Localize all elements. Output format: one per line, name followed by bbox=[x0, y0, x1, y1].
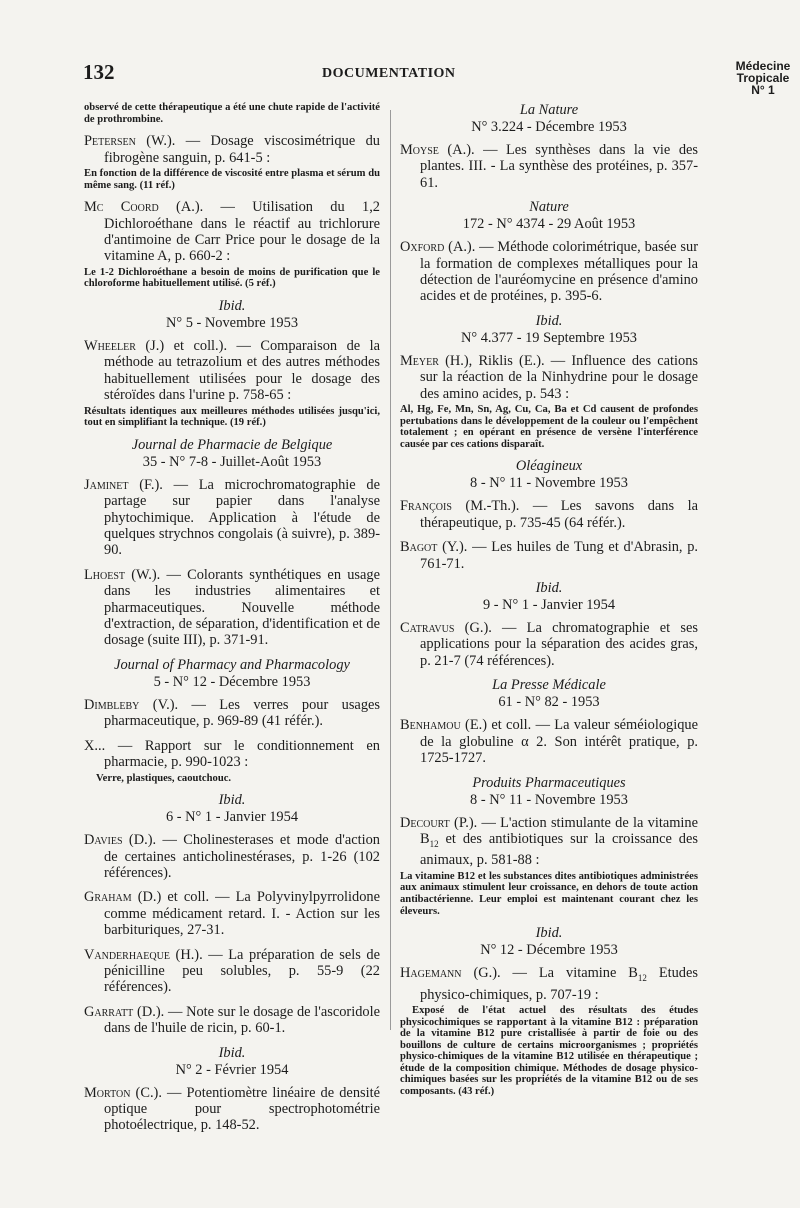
source-title: La Nature bbox=[519, 102, 579, 118]
bibliography-entry bbox=[400, 620, 698, 669]
entry-author: Wheeler bbox=[84, 338, 136, 354]
source-issue: 5 - N° 12 - Décembre 1953 bbox=[153, 673, 311, 690]
bibliography-entry bbox=[84, 133, 380, 191]
page-number: 132 bbox=[83, 60, 115, 84]
source-issue: N° 12 - Décembre 1953 bbox=[480, 942, 618, 959]
entry-author: Bagot bbox=[400, 539, 438, 556]
entry-text: (D.). — Cholinesterases et mode d'action de certaines anticholinestérases, p. 1-26 (102 références). bbox=[104, 832, 380, 881]
bibliography-entry bbox=[400, 498, 698, 531]
entry-text: (W.). — Dosage viscosimétrique du fibrogène sanguin, p. 641-5 : bbox=[104, 133, 380, 166]
entry-author: Meyer bbox=[400, 352, 439, 369]
entry-author: Hagemann bbox=[400, 965, 462, 982]
bibliography-entry bbox=[400, 717, 698, 766]
column-divider bbox=[390, 110, 391, 1030]
entry-author: Decourt bbox=[400, 814, 450, 831]
running-title: DOCUMENTATION bbox=[322, 66, 456, 81]
entry-text: (H.). — La préparation de sels de pénicilline peu solubles, p. 55-9 (22 références). bbox=[104, 946, 380, 996]
source-issue: 35 - N° 7-8 - Juillet-Août 1953 bbox=[142, 453, 322, 470]
entry-text: (D.). — Note sur le dosage de l'ascoridole dans de l'huile de ricin, p. 60-1. bbox=[104, 1003, 380, 1037]
entry-author: Graham bbox=[84, 889, 132, 906]
source-issue: N° 3.224 - Décembre 1953 bbox=[471, 119, 627, 135]
bibliography-entry bbox=[84, 947, 380, 996]
subscript: 12 bbox=[429, 838, 439, 849]
entry-text: (E.) et coll. — La valeur séméiologique de la globuline α 2. Son intérêt pratique, p. 1725-1727. bbox=[420, 717, 698, 767]
source-title: Journal de Pharmacie de Belgique bbox=[131, 436, 333, 453]
source-issue: N° 2 - Février 1954 bbox=[175, 1061, 289, 1078]
source-title: Nature bbox=[529, 199, 569, 216]
entry-author: Davies bbox=[84, 832, 123, 849]
entry-text: (D.) et coll. — La Polyvinylpyrrolidone comme médicament retard. I. - Action sur les barbituriques, 27-31. bbox=[104, 889, 380, 939]
bibliography-entry bbox=[84, 477, 380, 559]
entry-text: (A.). — Méthode colorimétrique, basée sur la formation de complexes métalliques pour la détection de l'auréomycine en présence d'amino acides et de protéines, p. 395-6. bbox=[420, 239, 698, 305]
left-column bbox=[84, 102, 380, 1142]
entry-text: — Rapport sur le conditionnement en pharmacie, p. 990-1023 : bbox=[104, 737, 380, 771]
entry-text: (V.). — Les verres pour usages pharmaceutique, p. 969-89 (41 référ.). bbox=[104, 696, 380, 730]
entry-author: Morton bbox=[84, 1084, 131, 1101]
source-title: Ibid. bbox=[535, 312, 563, 329]
entry-text: (H.), Riklis (E.). — Influence des cations sur la réaction de la Ninhydrine pour le dosage des amino acides, p. 543 : bbox=[420, 352, 698, 402]
bibliography-entry bbox=[84, 338, 380, 429]
entry-author: Mc Coord bbox=[84, 199, 159, 216]
bibliography-entry bbox=[400, 815, 698, 918]
entry-note: Le 1-2 Dichloroéthane a besoin de moins de purification que le chloroforme habituellement utilisé. (5 réf.) bbox=[84, 266, 380, 290]
bibliography-entry bbox=[400, 239, 698, 305]
entry-author: François bbox=[400, 498, 452, 515]
entry-author: Moyse bbox=[400, 142, 439, 158]
source-title: Produits Pharmaceutiques bbox=[472, 774, 626, 791]
source-title: Ibid. bbox=[535, 925, 563, 942]
entry-text: (P.). — L'action stimulante de la vitamine B bbox=[420, 814, 698, 847]
entry-author: Jaminet bbox=[84, 476, 129, 493]
entry-text: (C.). — Potentiomètre linéaire de densité optique pour spectrophotométrie photoélectrique, p. 148-52. bbox=[104, 1084, 380, 1134]
entry-author: Benhamou bbox=[400, 717, 461, 734]
entry-text-cont: Etudes physico-chimiques, p. 707-19 : bbox=[420, 965, 698, 1003]
bibliography-entry bbox=[84, 567, 380, 649]
bibliography-entry bbox=[400, 965, 698, 1098]
entry-text: (G.). — La chromatographie et ses applications pour la séparation des acides gras, p. 21-7 (74 références). bbox=[420, 620, 698, 669]
source-title: Ibid. bbox=[535, 580, 563, 597]
source-title: Ibid. bbox=[218, 298, 246, 314]
entry-author: Vanderhaeque bbox=[84, 946, 170, 963]
entry-text: (A.). — Utilisation du 1,2 Dichloroéthane dans le réactif au trichlorure d'antimoine de Carr Price pour le dosage de la vitamine A, p. 660-2 : bbox=[104, 199, 380, 265]
entry-author: Garratt bbox=[84, 1003, 134, 1020]
entry-author: Catravus bbox=[400, 620, 455, 637]
entry-text: (W.). — Colorants synthétiques en usage dans les industries alimentaires et pharmaceutiques. Nouvelle méthode d'extraction, de séparation, d'identification et de dosage (suite III), p. 371-91. bbox=[104, 566, 380, 649]
bibliography-entry bbox=[84, 832, 380, 881]
source-issue: N° 5 - Novembre 1953 bbox=[165, 315, 299, 331]
source-issue: 8 - N° 11 - Novembre 1953 bbox=[470, 475, 628, 492]
entry-note: Exposé de l'état actuel des résultats des études physicochimiques se rapportant à la vitamine B12 : préparation de la vitamine B12 pure cristallisée à partir de foie ou des bouillons de culture de certains microorganismes ; propriétés physico-chimiques de la vitamine B12 utilisée en thérapeutique ; étude de la composition chimique. Méthodes de dosage physico-chimiques basées sur les propriétés de la vitamine B12 ou de ses composants. (43 réf.) bbox=[400, 1004, 698, 1098]
continuation-text: observé de cette thérapeutique a été une chute rapide de l'activité de prothrombine. bbox=[84, 102, 380, 125]
entry-note: Verre, plastiques, caoutchouc. bbox=[96, 772, 232, 784]
journal-tag-line-1: Médecine bbox=[735, 59, 791, 73]
bibliography-entry bbox=[84, 1085, 380, 1134]
entry-author: Petersen bbox=[84, 133, 136, 150]
source-issue: 8 - N° 11 - Novembre 1953 bbox=[470, 791, 628, 808]
entry-text-cont: et des antibiotiques sur la croissance des animaux, p. 581-88 : bbox=[420, 830, 698, 869]
entry-text: (A.). — Les synthèses dans la vie des plantes. III. - La synthèse des protéines, p. 357-61. bbox=[420, 142, 698, 191]
source-title: Journal of Pharmacy and Pharmacology bbox=[114, 656, 350, 673]
source-title: La Presse Médicale bbox=[492, 677, 606, 694]
entry-note: La vitamine B12 et les substances dites antibiotiques administrées aux animaux stimulent leur croissance, en dehors de toute action antibactérienne. Leur emploi est maintenant courant chez les éleveurs. bbox=[400, 870, 698, 917]
bibliography-entry bbox=[84, 697, 380, 730]
journal-tag bbox=[726, 60, 800, 96]
bibliography-entry bbox=[84, 199, 380, 290]
entry-text: (F.). — La microchromatographie de partage sur papier dans l'analyse phytochimique. Application à l'étude de quelques strychnos congolais (à suivre), p. 389-90. bbox=[104, 476, 380, 559]
bibliography-entry bbox=[84, 1004, 380, 1037]
source-issue: N° 4.377 - 19 Septembre 1953 bbox=[460, 329, 638, 346]
entry-author: X... bbox=[84, 737, 106, 754]
source-title: Ibid. bbox=[218, 1044, 246, 1061]
entry-text: (Y.). — Les huiles de Tung et d'Abrasin, p. 761-71. bbox=[420, 539, 698, 572]
right-column bbox=[400, 102, 698, 1106]
entry-text: (G.). — La vitamine B bbox=[461, 965, 638, 982]
bibliography-entry bbox=[400, 539, 698, 572]
source-title: Ibid. bbox=[218, 792, 246, 809]
bibliography-entry bbox=[400, 353, 698, 451]
entry-author: Dimbleby bbox=[84, 696, 140, 713]
source-title: Oléagineux bbox=[515, 458, 583, 475]
bibliography-entry bbox=[84, 738, 380, 784]
entry-note: Al, Hg, Fe, Mn, Sn, Ag, Cu, Ca, Ba et Cd causent de profondes pertubations dans le développement de la couleur ou l'empêchent totalement ; en opérant en présence de versène l'interférence causée par ces cations disparaît. bbox=[400, 404, 698, 450]
source-issue: 9 - N° 1 - Janvier 1954 bbox=[482, 597, 616, 614]
entry-author: Oxford bbox=[400, 239, 445, 256]
bibliography-entry bbox=[400, 142, 698, 191]
journal-tag-line-2: Tropicale bbox=[736, 71, 790, 85]
subscript: 12 bbox=[637, 973, 647, 984]
entry-text: (M.-Th.). — Les savons dans la thérapeutique, p. 735-45 (64 référ.). bbox=[420, 498, 698, 531]
entry-note: En fonction de la différence de viscosité entre plasma et sérum du même sang. (11 réf.) bbox=[84, 168, 380, 191]
source-issue: 6 - N° 1 - Janvier 1954 bbox=[165, 809, 299, 826]
entry-author: Lhoest bbox=[84, 566, 126, 583]
source-issue: 172 - N° 4374 - 29 Août 1953 bbox=[462, 216, 636, 233]
source-issue: 61 - N° 82 - 1953 bbox=[498, 694, 600, 711]
entry-note: Résultats identiques aux meilleures méthodes utilisées jusqu'ici, tout en simplifiant la technique. (19 réf.) bbox=[84, 405, 380, 429]
entry-text: (J.) et coll.). — Comparaison de la méthode au tetrazolium et des autres méthodes habituellement utilisées pour le dosage des stéroïdes dans l'urine p. 758-65 : bbox=[104, 338, 380, 404]
journal-tag-line-3: N° 1 bbox=[751, 83, 775, 97]
bibliography-entry bbox=[84, 889, 380, 938]
